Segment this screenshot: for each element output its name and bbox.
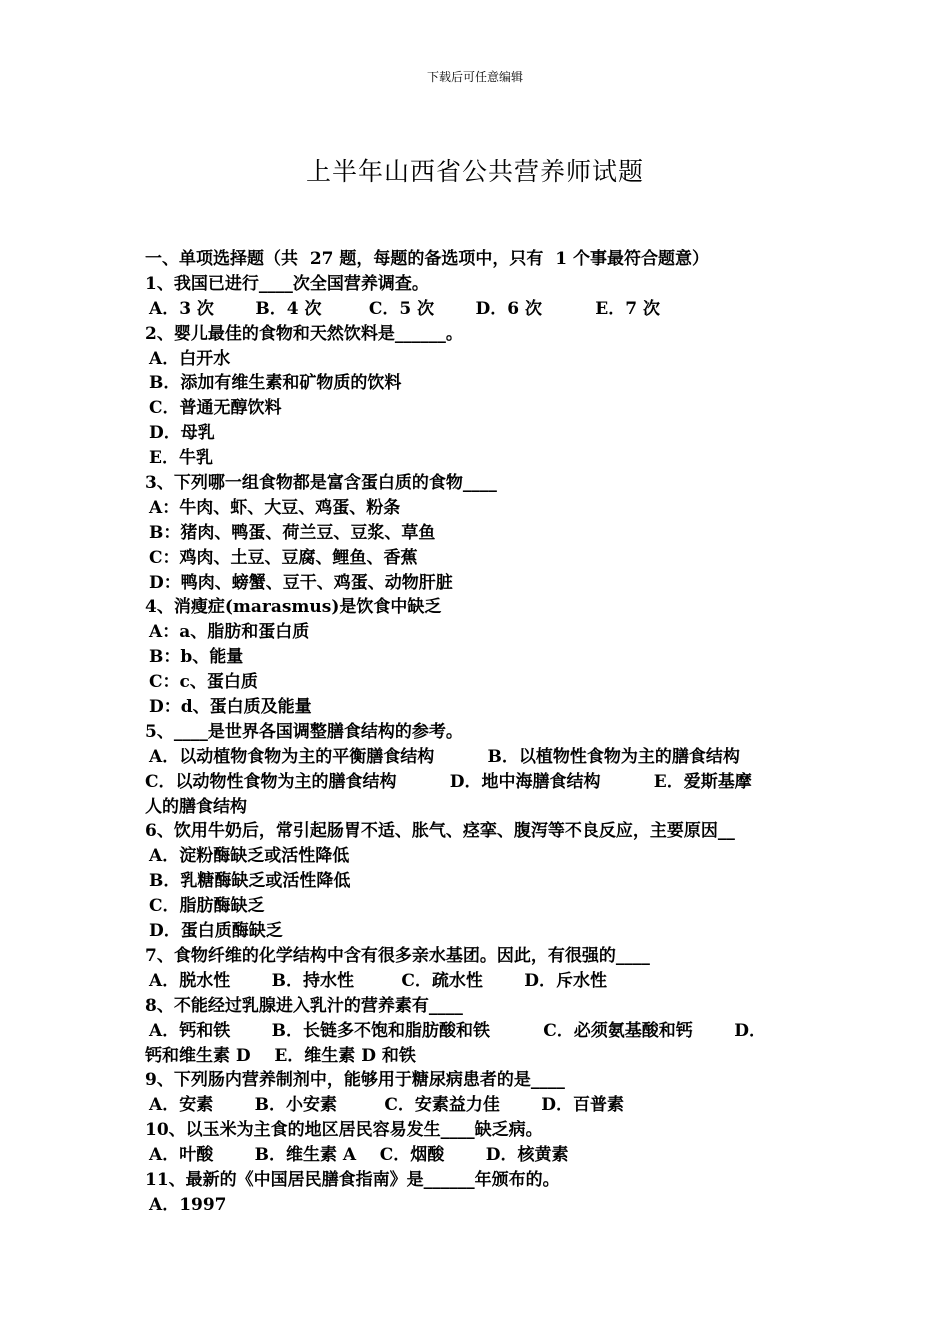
question-6-option-a: A．淀粉酶缺乏或活性降低 [149, 846, 350, 867]
question-2-option-c: C．普通无醇饮料 [149, 398, 282, 419]
question-3: 3、下列哪一组食物都是富含蛋白质的食物____ [145, 473, 497, 494]
question-6-option-d: D．蛋白质酶缺乏 [149, 921, 283, 942]
question-4: 4、消瘦症(marasmus)是饮食中缺乏 [145, 597, 442, 618]
question-7-options: A．脱水性 B．持水性 C．疏水性 D．斥水性 [149, 970, 608, 991]
question-4-option-d: D：d、蛋白质及能量 [149, 697, 312, 718]
question-4-option-c: C：c、蛋白质 [149, 672, 258, 693]
header-note: 下载后可任意编辑 [426, 70, 523, 84]
question-8: 8、不能经过乳腺进入乳汁的营养素有____ [145, 995, 463, 1016]
question-5: 5、____是世界各国调整膳食结构的参考。 [145, 721, 463, 742]
question-8-options-line-1: A．钙和铁 B．长链多不饱和脂肪酸和铁 C．必须氨基酸和钙 D． [149, 1020, 766, 1041]
question-2-option-b: B．添加有维生素和矿物质的饮料 [149, 373, 402, 394]
question-2-option-e: E．牛乳 [149, 448, 213, 469]
document-title: 上半年山西省公共营养师试题 [305, 157, 644, 186]
question-10-options: A．叶酸 B．维生素 A C．烟酸 D．核黄素 [149, 1145, 569, 1166]
question-11-option-a: A．1997 [149, 1194, 227, 1215]
question-11: 11、最新的《中国居民膳食指南》是______年颁布的。 [145, 1169, 560, 1190]
question-2-option-a: A．白开水 [149, 348, 231, 369]
question-2: 2、婴儿最佳的食物和天然饮料是______。 [145, 323, 463, 344]
question-1-options: A．3 次 B．4 次 C．5 次 D．6 次 E．7 次 [149, 298, 660, 319]
question-6-option-b: B．乳糖酶缺乏或活性降低 [149, 871, 351, 892]
exam-body [145, 247, 810, 1218]
question-9-options: A．安素 B．小安素 C．安素益力佳 D．百普素 [149, 1095, 625, 1116]
question-10: 10、以玉米为主食的地区居民容易发生____缺乏病。 [145, 1120, 543, 1141]
question-3-option-c: C：鸡肉、土豆、豆腐、鲤鱼、香蕉 [149, 547, 418, 568]
section-heading: 一、单项选择题（共 27 题，每题的备选项中，只有 1 个事最符合题意） [145, 249, 709, 269]
question-5-options-line-3: 人的膳食结构 [145, 796, 247, 817]
question-4-option-a: A：a、脂肪和蛋白质 [149, 622, 310, 643]
question-9: 9、下列肠内营养制剂中，能够用于糖尿病患者的是____ [145, 1070, 565, 1091]
question-3-option-a: A：牛肉、虾、大豆、鸡蛋、粉条 [149, 497, 401, 518]
question-3-option-b: B：猪肉、鸭蛋、荷兰豆、豆浆、草鱼 [149, 522, 436, 543]
question-7: 7、食物纤维的化学结构中含有很多亲水基团。因此，有很强的____ [145, 945, 650, 966]
question-5-options-line-1: A．以动植物食物为主的平衡膳食结构 B．以植物性食物为主的膳食结构 [149, 746, 740, 767]
question-1: 1、我国已进行____次全国营养调查。 [145, 273, 429, 294]
question-6-option-c: C．脂肪酶缺乏 [149, 896, 265, 917]
question-3-option-d: D：鸭肉、螃蟹、豆干、鸡蛋、动物肝脏 [149, 572, 453, 593]
question-2-option-d: D．母乳 [149, 423, 215, 444]
question-8-options-line-2: 钙和维生素 D E．维生素 D 和铁 [145, 1045, 416, 1066]
question-5-options-line-2: C．以动物性食物为主的膳食结构 D．地中海膳食结构 E．爱斯基摩 [145, 771, 752, 792]
question-4-option-b: B：b、能量 [149, 647, 244, 668]
question-6: 6、饮用牛奶后，常引起肠胃不适、胀气、痉挛、腹泻等不良反应，主要原因__ [145, 821, 735, 842]
